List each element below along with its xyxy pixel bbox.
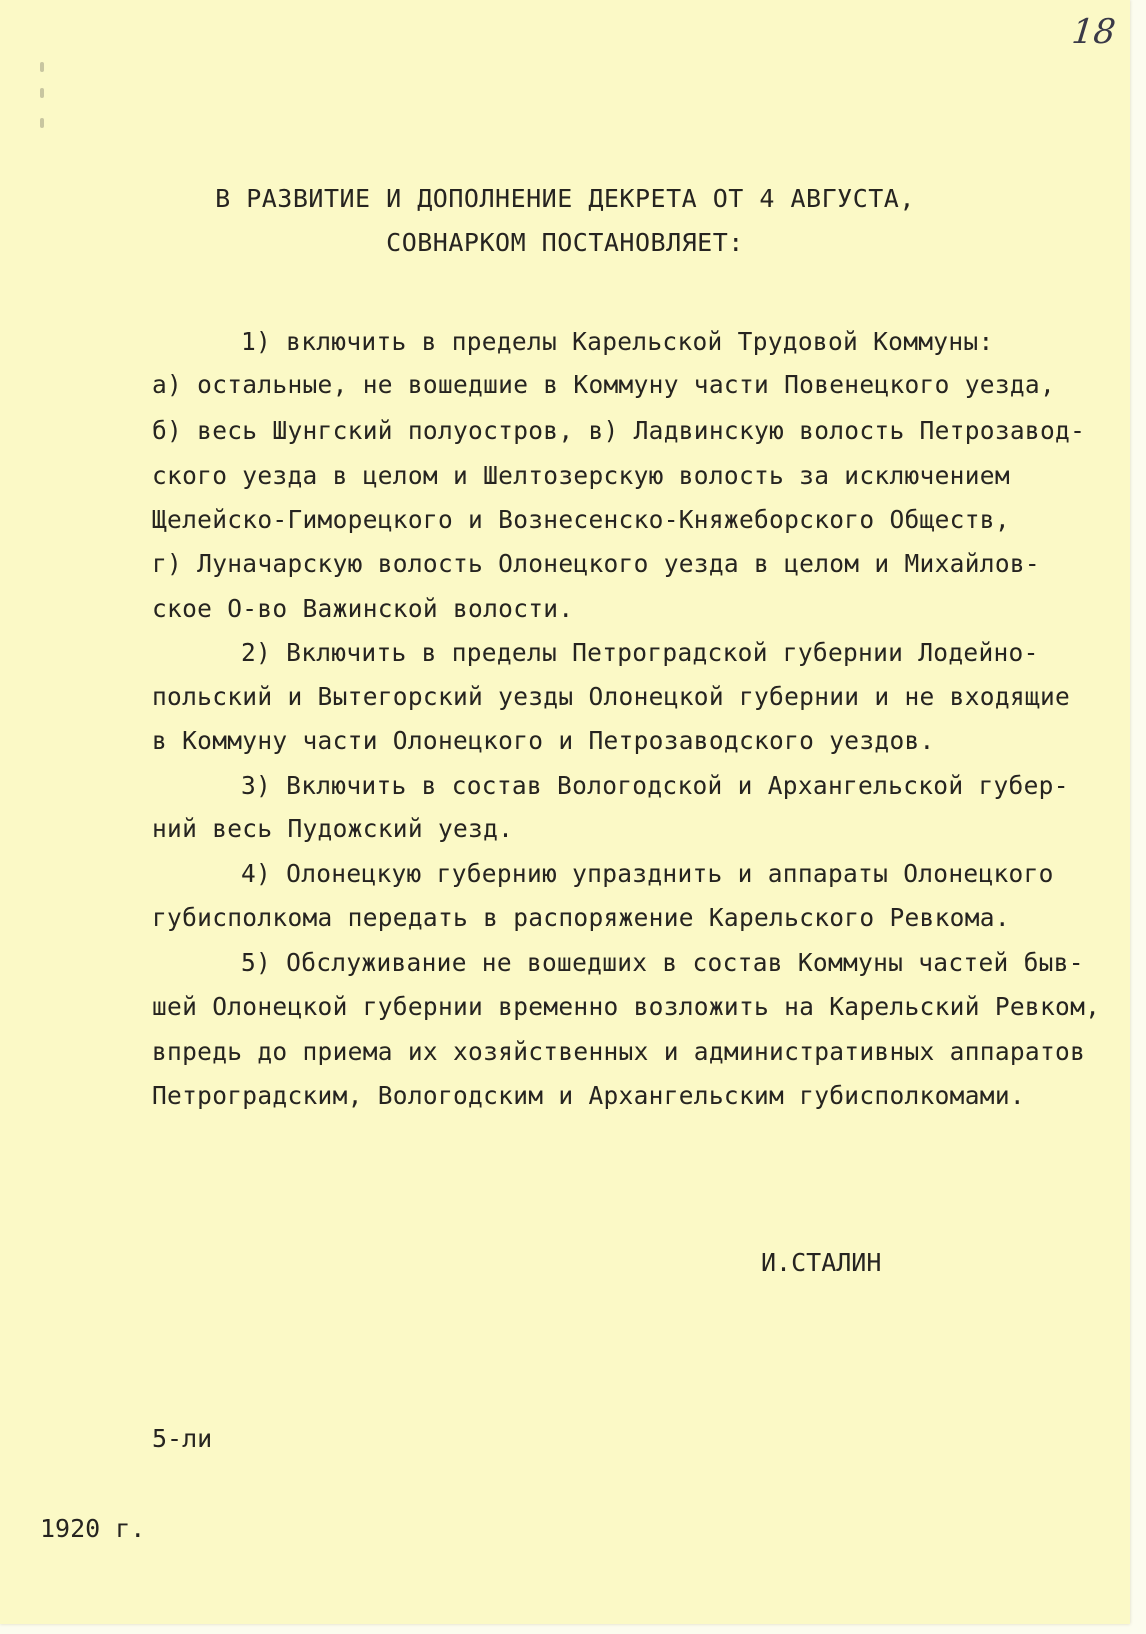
body-line: в Коммуну части Олонецкого и Петрозаводского уездов.: [152, 726, 935, 755]
paper-mark: [40, 62, 44, 72]
heading-line-1: В РАЗВИТИЕ И ДОПОЛНЕНИЕ ДЕКРЕТА ОТ 4 АВГУСТА,: [215, 184, 915, 213]
body-line: 2) Включить в пределы Петроградской губернии Лодейно-: [241, 638, 1039, 667]
body-line: губисполкома передать в распоряжение Карельского Ревкома.: [152, 903, 1010, 932]
body-line: 1) включить в пределы Карельской Трудовой Коммуны:: [241, 327, 994, 356]
paper-mark: [40, 118, 44, 128]
body-line: г) Луначарскую волость Олонецкого уезда в целом и Михайлов-: [152, 549, 1040, 578]
paper-mark: [40, 88, 44, 98]
body-line: шей Олонецкой губернии временно возложить на Карельский Ревком,: [152, 992, 1101, 1021]
body-line: ское О-во Важинской волости.: [152, 594, 574, 623]
body-line: Щелейско-Гиморецкого и Вознесенско-Княжеборского Обществ,: [152, 505, 1010, 534]
body-line: впредь до приема их хозяйственных и административных аппаратов: [152, 1037, 1086, 1066]
body-line: польский и Вытегорский уезды Олонецкой губернии и не входящие: [152, 682, 1071, 711]
heading-line-2: СОВНАРКОМ ПОСТАНОВЛЯЕТ:: [386, 228, 744, 257]
body-line: а) остальные, не вошедшие в Коммуну части Повенецкого уезда,: [152, 370, 1056, 399]
body-line: Петроградским, Вологодским и Архангельским губисполкомами.: [152, 1081, 1025, 1110]
body-line: ний весь Пудожский уезд.: [152, 814, 514, 843]
body-line: 5) Обслуживание не вошедших в состав Коммуны частей быв-: [241, 948, 1084, 977]
body-line: б) весь Шунгский полуостров, в) Ладвинскую волость Петрозавод-: [152, 416, 1086, 445]
date-day: 5-ли: [152, 1424, 213, 1453]
body-line: 3) Включить в состав Вологодской и Архангельской губер-: [241, 771, 1069, 800]
date-year: 1920 г.: [40, 1514, 146, 1543]
signature: И.СТАЛИН: [761, 1248, 882, 1277]
body-line: 4) Олонецкую губернию упразднить и аппараты Олонецкого: [241, 859, 1054, 888]
body-line: ского уезда в целом и Шелтозерскую волость за исключением: [152, 461, 1010, 490]
handwritten-page-number: 18: [1069, 12, 1118, 52]
